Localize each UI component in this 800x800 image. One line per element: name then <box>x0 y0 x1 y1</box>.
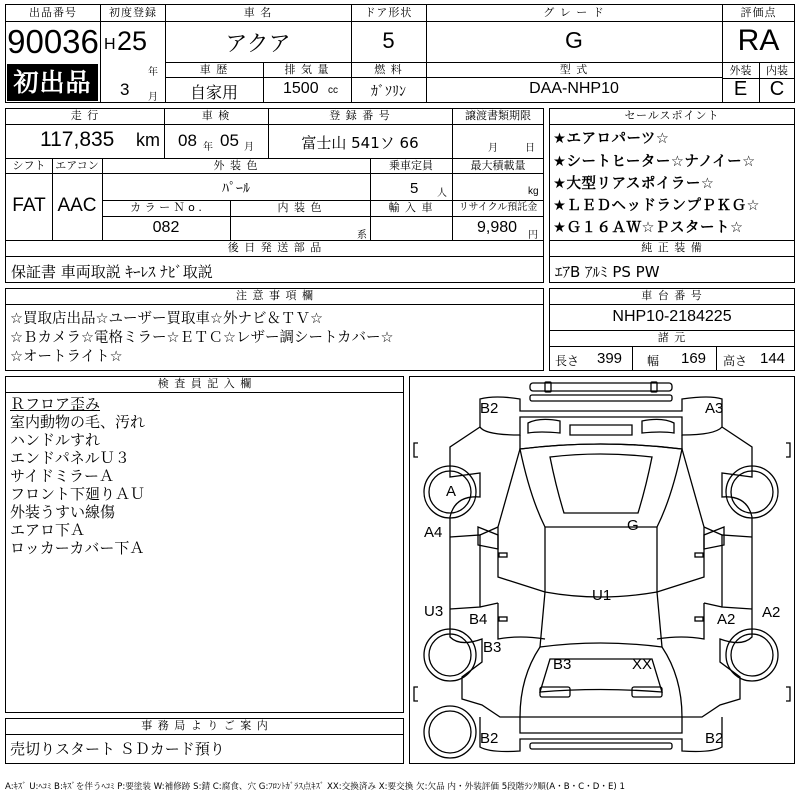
doors-label: ドア形状 <box>364 6 413 19</box>
office-label: 事 務 局 よ り ご 案 内 <box>141 719 269 732</box>
height-label: 高さ <box>723 354 748 368</box>
notes-line-3: ☆オートライト☆ <box>10 349 123 365</box>
inspection-label: 車 検 <box>201 109 231 122</box>
history: 自家用 <box>189 83 238 102</box>
sales-points-label: セールスポイント <box>624 109 720 122</box>
year-unit: 年 <box>148 67 158 78</box>
sales-point-3: ★大型リアスポイラー☆ <box>553 176 715 192</box>
interior-label: 内装 <box>766 64 788 77</box>
standard-equipment-label: 純 正 装 備 <box>641 241 703 254</box>
mark-a2-right-door: A2 <box>717 611 736 628</box>
fuel-label: 燃 料 <box>374 63 403 76</box>
shift: FAT <box>12 195 46 216</box>
inspector-line-9: ロッカーカバー下Ａ <box>10 539 145 557</box>
month-unit: 月 <box>148 92 158 103</box>
exterior-color-label: 外 装 色 <box>213 159 259 172</box>
interior-color-unit: 系 <box>357 230 367 241</box>
inspector-line-7: 外装うすい線傷 <box>10 503 116 521</box>
length: 399 <box>597 350 623 367</box>
inspector-line-5: サイドミラーＡ <box>10 467 114 485</box>
grade-label: グ レ ー ド <box>543 6 605 19</box>
shift-label: シフト <box>12 159 46 172</box>
sales-point-1: ★エアロパーツ☆ <box>553 131 670 147</box>
sales-point-2: ★シートヒーター☆ナノイー☆ <box>553 154 756 170</box>
mark-b4-left-door: B4 <box>469 611 488 628</box>
displacement-unit: cc <box>328 85 338 96</box>
width: 169 <box>681 350 707 367</box>
model: DAA-NHP10 <box>529 80 619 97</box>
car-name: アクア <box>225 32 291 57</box>
later-parts: 保証書 車両取説 ｷｰﾚｽ ﾅﾋﾞ取説 <box>11 263 213 281</box>
recycle: 9,980 <box>477 219 518 236</box>
lot-number: 90036 <box>7 23 99 60</box>
displacement: 1500 <box>283 80 319 97</box>
era-letter: H <box>104 36 116 53</box>
inspector-line-2: 室内動物の毛、汚れ <box>10 413 146 431</box>
score: RA <box>737 24 780 57</box>
fuel: ｶﾞｿﾘﾝ <box>371 84 406 100</box>
insp-year-unit: 年 <box>203 142 213 153</box>
lot-label: 出品番号 <box>29 6 77 19</box>
max-load-label: 最大積載量 <box>470 159 526 172</box>
exterior-color: ﾊﾟｰﾙ <box>222 181 250 197</box>
insp-year: 08 <box>178 131 197 150</box>
model-label: 型 式 <box>559 63 589 76</box>
reg-year: 25 <box>117 26 148 56</box>
transfer-month-unit: 月 <box>488 143 498 154</box>
mileage-label: 走 行 <box>70 109 100 122</box>
legend: A:ｷｽﾞ U:ﾍｺﾐ B:ｷｽﾞを伴うﾍｺﾐ P:要塗装 W:補修跡 S:錆 C:腐食、穴 G:ﾌﾛﾝﾄｶﾞﾗｽ点ｷｽﾞ XX:交換済み X:要交換 欠:欠品 内・外装評価 5段階ﾗﾝｸ順(A・B・C・D・E) 1 <box>5 782 625 792</box>
exterior-grade: E <box>733 78 748 100</box>
max-load-unit: kg <box>528 186 539 197</box>
notes-line-2: ☆Ｂカメラ☆電格ミラー☆ＥＴＣ☆レザー調シートカバー☆ <box>10 330 394 346</box>
ac: AAC <box>57 195 97 216</box>
color-no-label: カ ラ ー Ｎ ο . <box>130 201 202 214</box>
capacity-label: 乗車定員 <box>389 159 433 172</box>
inspector-line-3: ハンドルすれ <box>10 431 101 449</box>
plate-label: 登 録 番 号 <box>329 109 391 122</box>
transfer-day-unit: 日 <box>525 143 535 154</box>
standard-equipment: ｴｱB ｱﾙﾐ PS PW <box>555 263 660 281</box>
interior-color-label: 内 装 色 <box>277 201 323 214</box>
mark-a4-left: A4 <box>424 524 443 541</box>
reg-month: 3 <box>120 80 130 99</box>
score-label: 評価点 <box>740 6 777 19</box>
notes-line-1: ☆買取店出品☆ユーザー買取車☆外ナビ＆ＴＶ☆ <box>10 311 323 327</box>
chassis-number: NHP10-2184225 <box>612 308 732 325</box>
mark-g-windshield: G <box>627 517 639 534</box>
grade: G <box>565 27 583 53</box>
capacity-unit: 人 <box>437 188 447 199</box>
sales-point-5: ★Ｇ１６ＡＷ☆Ｐスタート☆ <box>553 220 744 236</box>
recycle-unit: 円 <box>528 230 538 241</box>
exterior-label: 外装 <box>729 64 752 77</box>
mark-a3-front-right: A3 <box>705 400 724 417</box>
mark-b3-rear: B3 <box>553 656 572 673</box>
first-reg-label: 初度登録 <box>109 6 157 19</box>
later-parts-label: 後 日 発 送 部 品 <box>227 241 323 254</box>
capacity: 5 <box>410 180 419 197</box>
chassis-label: 車 台 番 号 <box>641 289 703 302</box>
transfer-label: 譲渡書類期限 <box>465 109 531 122</box>
mark-u1-roof: U1 <box>592 587 612 604</box>
plate: 富士山 541ソ 66 <box>301 134 419 152</box>
car-name-label: 車 名 <box>243 6 273 19</box>
office-info: 売切りスタート ＳＤカード預り <box>10 740 225 758</box>
mileage: 117,835 <box>40 128 115 151</box>
recycle-label: リサイクル預託金 <box>458 202 538 213</box>
mark-a2-right: A2 <box>762 604 781 621</box>
inspector-line-4: エンドパネルＵ３ <box>10 449 130 467</box>
inspector-label: 検 査 員 記 入 欄 <box>157 377 253 390</box>
width-label: 幅 <box>647 354 660 368</box>
inspector-line-1: Ｒフロア歪み <box>10 395 101 413</box>
displacement-label: 排 気 量 <box>284 63 330 76</box>
car-diagram <box>410 377 794 763</box>
mark-b2-rear-left: B2 <box>480 730 499 747</box>
mark-a-front-wheel: A <box>446 483 457 500</box>
insp-month: 05 <box>220 131 239 150</box>
mark-b3-left-rear: B3 <box>483 639 502 656</box>
mark-b2-rear-right: B2 <box>705 730 724 747</box>
mileage-unit: km <box>136 130 160 150</box>
inspector-line-6: フロント下廻りＡＵ <box>10 485 146 503</box>
mark-u3-left: U3 <box>424 603 444 620</box>
insp-month-unit: 月 <box>244 142 254 153</box>
sales-point-4: ★ＬＥＤヘッドランプＰＫＧ☆ <box>553 198 760 214</box>
first-listing-badge: 初出品 <box>7 64 98 101</box>
inspector-line-8: エアロ下Ａ <box>10 521 86 539</box>
interior-grade: C <box>769 78 785 100</box>
notes-label: 注 意 事 項 欄 <box>236 289 314 302</box>
length-label: 長さ <box>555 354 580 368</box>
height: 144 <box>760 350 786 367</box>
mark-xx-rear: XX <box>632 656 653 673</box>
color-no: 082 <box>152 219 180 236</box>
ac-label: エアコン <box>55 159 99 172</box>
import-label: 輸 入 車 <box>388 201 434 214</box>
history-label: 車 歴 <box>199 63 229 76</box>
mark-b2-front-left: B2 <box>480 400 499 417</box>
doors: 5 <box>382 28 395 53</box>
dimensions-label: 諸 元 <box>657 331 687 344</box>
